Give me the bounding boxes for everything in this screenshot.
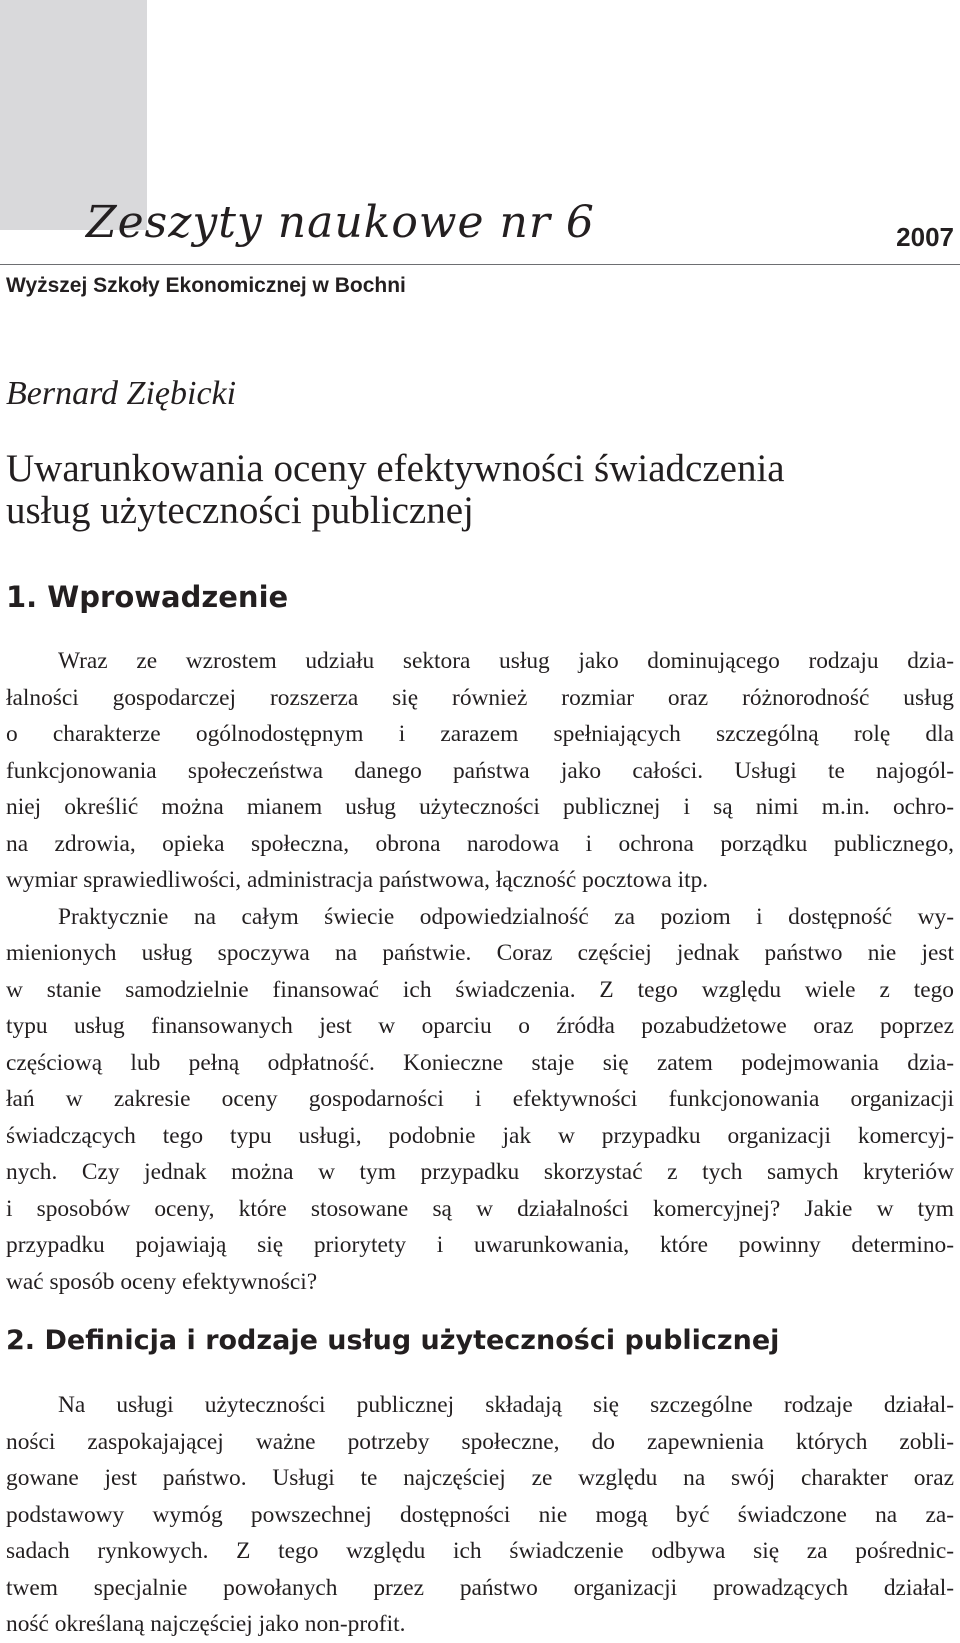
section-heading-introduction: 1. Wprowadzenie xyxy=(6,580,289,614)
introduction-text xyxy=(6,643,954,1300)
article-title xyxy=(6,448,956,532)
journal-title: Zeszyty naukowe nr 6 xyxy=(86,197,595,248)
text-line: Wraz ze wzrostem udziału sektora usług jako dominującego rodzaju dzia- xyxy=(58,648,954,674)
section-heading-definitions: 2. Definicja i rodzaje usług użyteczności publicznej xyxy=(6,1325,780,1356)
text-line: typu usług finansowanych jest w oparciu o źródła pozabudżetowe oraz poprzez xyxy=(6,1013,954,1039)
text-line: Na usługi użyteczności publicznej składają się szczególne rodzaje działal- xyxy=(58,1392,954,1418)
text-line: nych. Czy jednak można w tym przypadku skorzystać z tych samych kryteriów xyxy=(6,1159,954,1185)
definitions-text xyxy=(6,1387,954,1643)
text-line: ności zaspokajającej ważne potrzeby społeczne, do zapewnienia których zobli- xyxy=(6,1428,954,1455)
text-line: wać sposób oceny efektywności? xyxy=(6,1268,318,1295)
text-line: łań w zakresie oceny gospodarności i efektywności funkcjonowania organizacji xyxy=(6,1086,954,1112)
text-line: ność określaną najczęściej jako non-profit. xyxy=(6,1611,406,1637)
text-line: mienionych usług spoczywa na państwie. Coraz częściej jednak państwo nie jest xyxy=(6,940,954,966)
header-gray-block xyxy=(0,0,147,230)
article-title-line: usług użyteczności publicznej xyxy=(6,489,474,532)
text-line: częściową lub pełną odpłatność. Konieczne staje się zatem podejmowania dzia- xyxy=(6,1049,954,1076)
text-line: łalności gospodarczej rozszerza się również rozmiar oraz różnorodność usług xyxy=(6,684,954,711)
text-line: podstawowy wymóg powszechnej dostępności nie mogą być świadczone na za- xyxy=(6,1501,954,1528)
text-line: na zdrowia, opieka społeczna, obrona narodowa i ochrona porządku publicznego, xyxy=(6,830,954,857)
header-rule xyxy=(0,264,960,265)
text-line: funkcjonowania społeczeństwa danego państwa jako całości. Usługi te najogól- xyxy=(6,757,954,784)
text-line: Praktycznie na całym świecie odpowiedzialność za poziom i dostępność wy- xyxy=(58,903,954,930)
text-line: sadach rynkowych. Z tego względu ich świadczenie odbywa się za pośrednic- xyxy=(6,1538,954,1564)
text-line: i sposobów oceny, które stosowane są w działalności komercyjnej? Jakie w tym xyxy=(6,1195,954,1222)
publication-year: 2007 xyxy=(896,222,954,252)
text-line: przypadku pojawiają się priorytety i uwarunkowania, które powinny determino- xyxy=(6,1232,954,1258)
text-line: świadczących tego typu usługi, podobnie jak w przypadku organizacji komercyj- xyxy=(6,1122,954,1149)
text-line: gowane jest państwo. Usługi te najczęściej ze względu na swój charakter oraz xyxy=(6,1465,954,1491)
text-line: o charakterze ogólnodostępnym i zarazem spełniających szczególną rolę dla xyxy=(6,721,954,747)
text-line: wymiar sprawiedliwości, administracja państwowa, łączność pocztowa itp. xyxy=(6,867,709,893)
text-line: w stanie samodzielnie finansować ich świadczenia. Z tego względu wiele z tego xyxy=(6,976,954,1003)
author-name: Bernard Ziębicki xyxy=(6,375,237,412)
text-line: twem specjalnie powołanych przez państwo organizacji prowadzących działal- xyxy=(6,1574,954,1601)
institution-name: Wyższej Szkoły Ekonomicznej w Bochni xyxy=(6,274,406,297)
text-line: niej określić można mianem usług użyteczności publicznej i są nimi m.in. ochro- xyxy=(6,794,954,820)
article-title-line: Uwarunkowania oceny efektywności świadczenia xyxy=(6,447,785,490)
